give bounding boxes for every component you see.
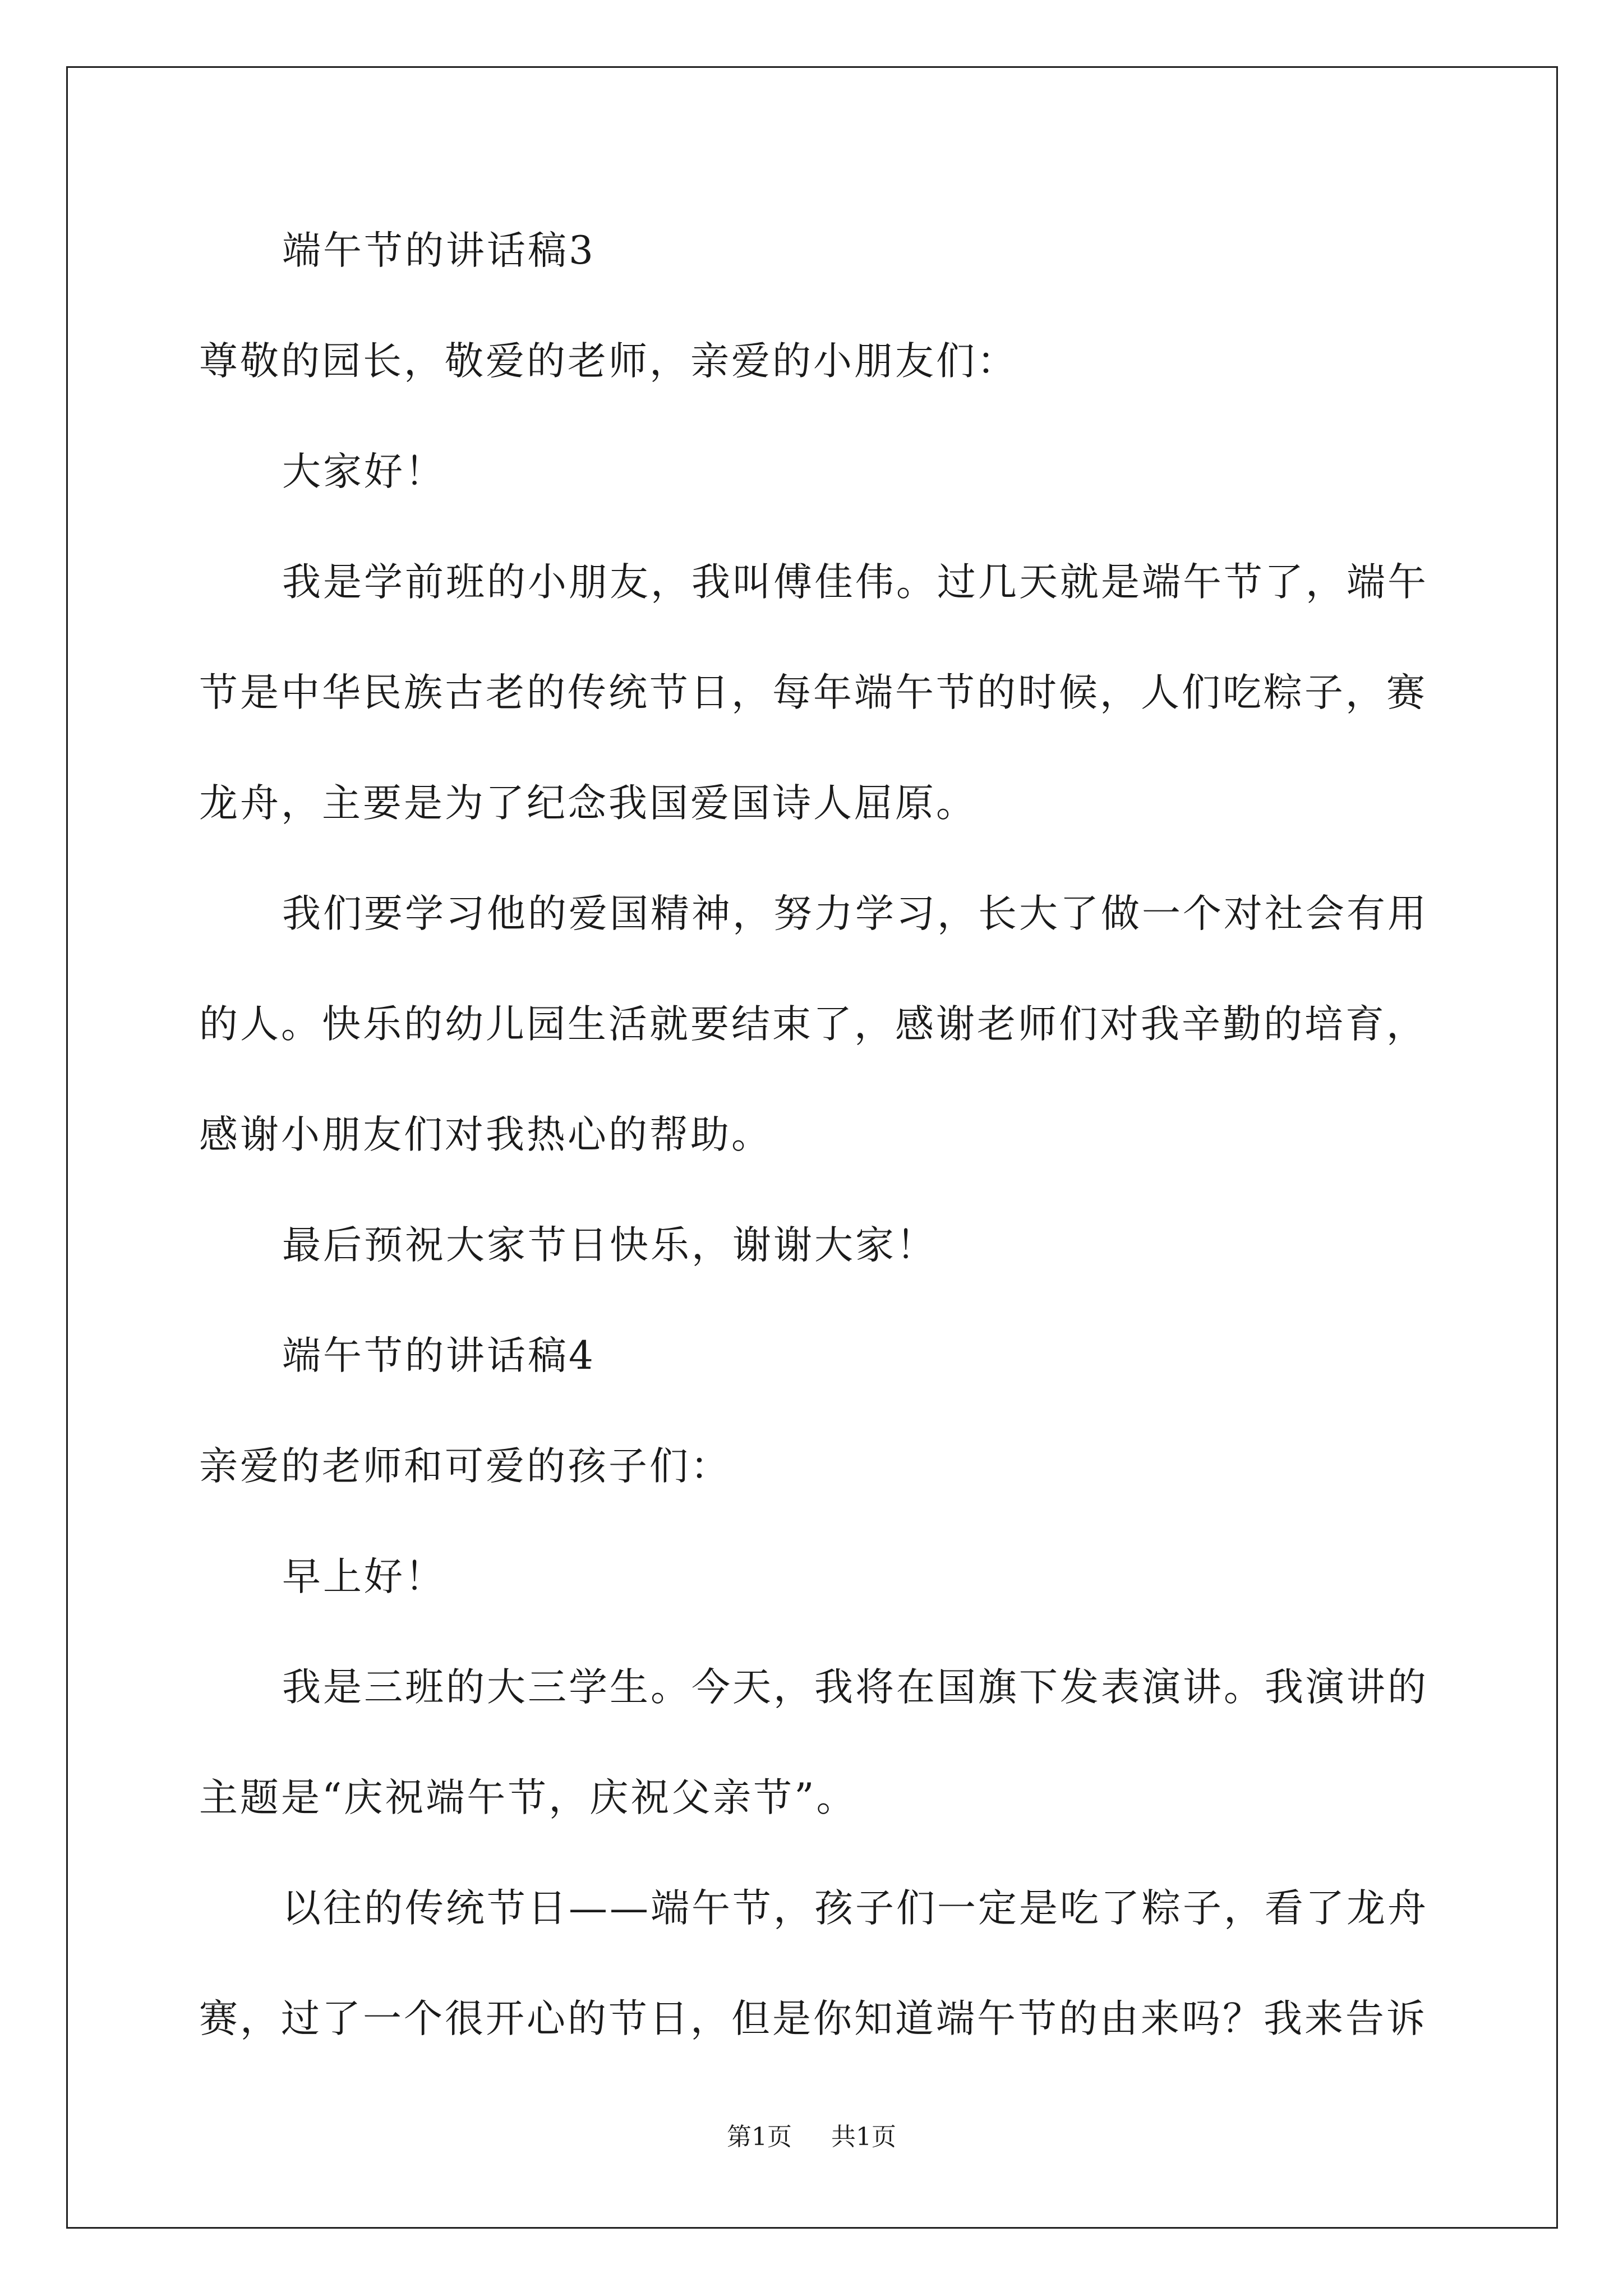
paragraph-line: 我是学前班的小朋友，我叫傅佳伟。过几天就是端午节了，端午 (282, 560, 1428, 605)
greeting: 大家好！ (282, 449, 446, 494)
page-number: 第1页 (727, 2123, 792, 2151)
paragraph-line: 龙舟，主要是为了纪念我国爱国诗人屈原。 (199, 781, 977, 826)
salutation: 亲爱的老师和可爱的孩子们： (199, 1444, 731, 1489)
paragraph-line: 主题是“庆祝端午节，庆祝父亲节”。 (199, 1775, 857, 1820)
paragraph-line: 我是三班的大三学生。今天，我将在国旗下发表演讲。我演讲的 (282, 1665, 1428, 1710)
page-total: 共1页 (831, 2123, 896, 2151)
salutation: 尊敬的园长，敬爱的老师，亲爱的小朋友们： (199, 339, 1018, 384)
paragraph-line: 以往的传统节日——端午节，孩子们一定是吃了粽子，看了龙舟 (282, 1886, 1428, 1931)
section-heading: 端午节的讲话稿3 (282, 228, 596, 273)
section-heading: 端午节的讲话稿4 (282, 1333, 596, 1378)
greeting: 早上好！ (282, 1554, 446, 1599)
paragraph-line: 节是中华民族古老的传统节日，每年端午节的时候，人们吃粽子，赛 (199, 670, 1427, 715)
paragraph-line: 感谢小朋友们对我热心的帮助。 (199, 1112, 772, 1157)
paragraph-line: 我们要学习他的爱国精神，努力学习，长大了做一个对社会有用 (282, 891, 1428, 936)
footer-spacer (800, 2123, 823, 2151)
paragraph-line: 的人。快乐的幼儿园生活就要结束了，感谢老师们对我辛勤的培育， (199, 1002, 1427, 1047)
page-footer (0, 2125, 1623, 2150)
paragraph-line: 最后预祝大家节日快乐，谢谢大家！ (282, 1223, 937, 1268)
paragraph-line: 赛，过了一个很开心的节日，但是你知道端午节的由来吗？我来告诉 (199, 1996, 1427, 2041)
